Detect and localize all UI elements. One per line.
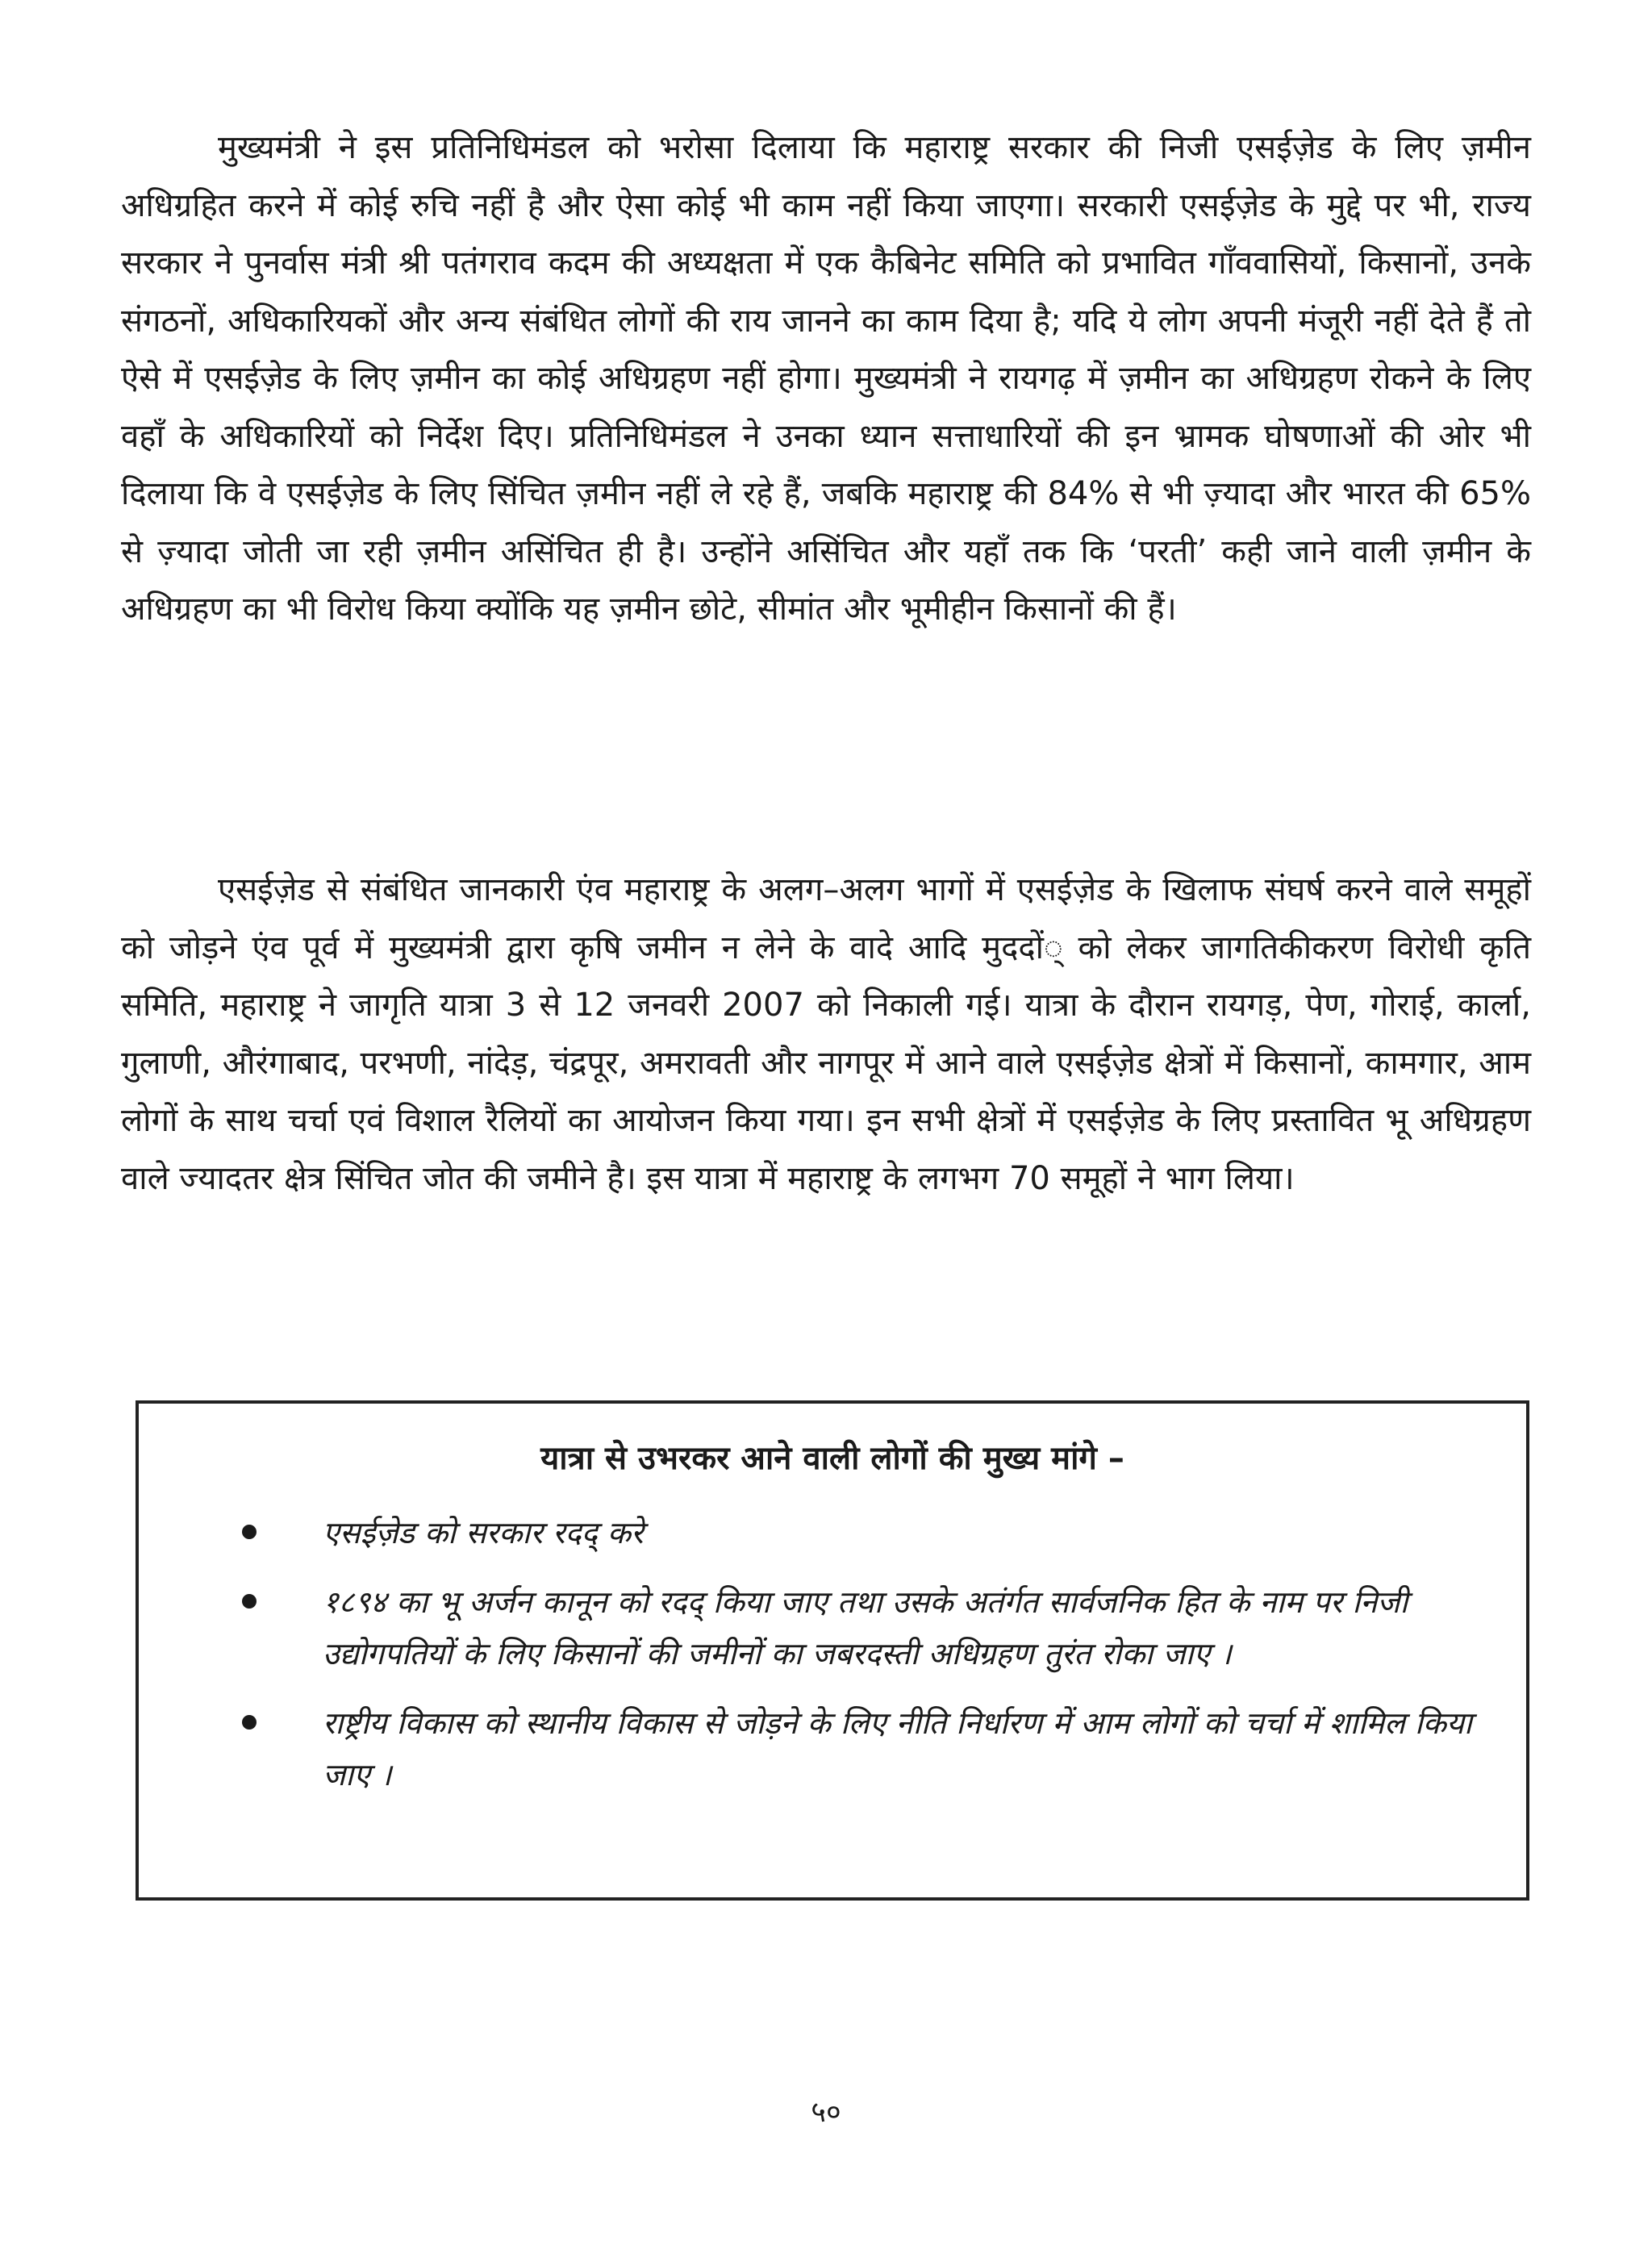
body-paragraph-2: एसईज़ेड से संबंधित जानकारी एंव महाराष्ट्र के अलग–अलग भागों में एसईज़ेड के खिलाफ संघर्ष करने वाले समूहों को जोड़ने एंव पूर्व में मुख्यमंत्री द्वारा कृषि जमीन न लेने के वादे आदि मुददों् को लेकर जागतिकीकरण विरोधी कृति समिति, महाराष्ट्र ने जागृति यात्रा 3 से 12 जनवरी 2007 को निकाली गई। यात्रा के दौरान रायगड़, पेण, गोराई, कार्ला, गुलाणी, औरंगाबाद, परभणी, नांदेड़, चंद्रपूर, अमरावती और नागपूर में आने वाले एसईज़ेड क्षेत्रों में किसानों, कामगार, आम लोगों के साथ चर्चा एवं विशाल रैलियों का आयोजन किया गया। इन सभी क्षेत्रों में एसईज़ेड के लिए प्रस्तावित भू अधिग्रहण वाले ज्यादतर क्षेत्र सिंचित जोत की जमीने है। इस यात्रा में महाराष्ट्र के लगभग 70 समूहों ने भाग लिया।	[121, 871, 1531, 1197]
bullet-icon	[242, 1715, 257, 1730]
bullet-icon	[242, 1525, 257, 1539]
list-item	[139, 1576, 1526, 1680]
demands-box	[136, 1400, 1529, 1901]
demands-heading: यात्रा से उभरकर आने वाली लोगों की मुख्य मांगे –	[540, 1440, 1124, 1477]
body-paragraph-1: मुख्यमंत्री ने इस प्रतिनिधिमंडल को भरोसा दिलाया कि महाराष्ट्र सरकार की निजी एसईज़ेड के लिए ज़मीन अधिग्रहित करने में कोई रुचि नहीं है और ऐसा कोई भी काम नहीं किया जाएगा। सरकारी एसईज़ेड के मुद्दे पर भी, राज्य सरकार ने पुनर्वास मंत्री श्री पतंगराव कदम की अध्यक्षता में एक कैबिनेट समिति को प्रभावित गाँववासियों, किसानों, उनके संगठनों, अधिकारियकों और अन्य संबंधित लोगों की राय जानने का काम दिया है; यदि ये लोग अपनी मंजूरी नहीं देते हैं तो ऐसे में एसईज़ेड के लिए ज़मीन का कोई अधिग्रहण नहीं होगा। मुख्यमंत्री ने रायगढ़ में ज़मीन का अधिग्रहण रोकने के लिए वहाँ के अधिकारियों को निर्देश दिए। प्रतिनिधिमंडल ने उनका ध्यान सत्ताधारियों की इन भ्रामक घोषणाओं की ओर भी दिलाया कि वे एसईज़ेड के लिए सिंचित ज़मीन नहीं ले रहे हैं, जबकि महाराष्ट्र की 84% से भी ज़्यादा और भारत की 65% से ज़्यादा जोती जा रही ज़मीन असिंचित ही है। उन्होंने असिंचित और यहाँ तक कि ‘परती’ कही जाने वाली ज़मीन के अधिग्रहण का भी विरोध किया क्योंकि यह ज़मीन छोटे, सीमांत और भूमीहीन किसानों की हैं।	[121, 129, 1531, 628]
list-item	[139, 1507, 1526, 1559]
demand-text: १८९४ का भू अर्जन कानून को रदद् किया जाए तथा उसके अतंर्गत सार्वजनिक हित के नाम पर निजी उद्योगपतियों के लिए किसानों की जमीनों का जबरदस्ती अधिग्रहण तुरंत रोका जाए ।	[323, 1584, 1408, 1671]
page-number: ५०	[811, 2096, 841, 2129]
demand-text: एसईज़ेड को सरकार रदद् करे	[323, 1515, 644, 1550]
demands-list	[139, 1507, 1526, 1818]
demand-text: राष्ट्रीय विकास को स्थानीय विकास से जोड़ने के लिए नीति निर्धारण में आम लोगों को चर्चा में शामिल किया जाए ।	[323, 1705, 1472, 1792]
bullet-icon	[242, 1594, 257, 1609]
list-item	[139, 1697, 1526, 1801]
